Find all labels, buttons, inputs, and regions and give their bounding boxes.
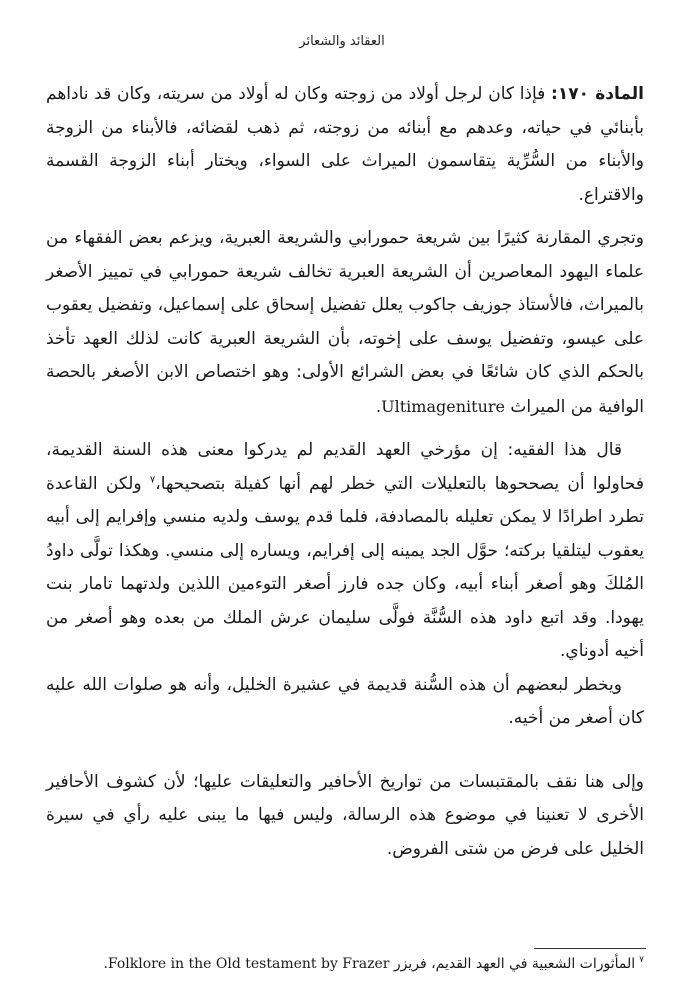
- footnote-latin-text: Folklore in the Old testament by Frazer: [107, 956, 390, 972]
- article-label: المادة ١٧٠:: [551, 84, 644, 104]
- footnote-arabic-text: المأثورات الشعبية في العهد القديم، فريزر: [393, 956, 636, 972]
- footnote-separator: [534, 948, 646, 949]
- body-paragraph: [46, 766, 644, 867]
- paragraph-text: ويخطر لبعضهم أن هذه السُّنة قديمة في عشيرة الخليل، وأنه هو صلوات الله عليه كان أصغر من أخيه.: [46, 674, 644, 728]
- end-punctuation: .: [376, 396, 382, 416]
- page-body: [46, 78, 644, 866]
- body-paragraph: [46, 669, 644, 736]
- latin-term: Ultimageniture: [381, 396, 505, 416]
- paragraph-text: وتجري المقارنة كثيرًا بين شريعة حمورابي والشريعة العبرية، ويزعم بعض الفقهاء من علماء اليهود المعاصرين أن الشريعة العبرية تخالف شريعة حمورابي في تمييز الأصغر بالميراث، فالأستاذ جوزيف جاكوب يعلل تفضيل إسحاق على إسماعيل، وتفضيل يعقوب على عيسو، وتفضيل يوسف على إخوته، بأن الشريعة العبرية كانت لذلك العهد تأخذ بالحكم الذي كان شائعًا في بعض الشرائع الأولى: وهو اختصاص الابن الأصغر بالحصة الوافية من الميراث: [46, 228, 644, 417]
- paragraph-text: وإلى هنا نقف بالمقتبسات من تواريخ الأحافير والتعليقات عليها؛ لأن كشوف الأحافير الأخرى لا تعنينا في موضوع هذه الرسالة، وليس فيها ما يبنى عليه رأي في سيرة الخليل على فرض من شتى الفروض.: [46, 771, 644, 859]
- footnote: [44, 953, 644, 975]
- body-paragraph: [46, 222, 644, 424]
- paragraph-text: قال هذا الفقيه: إن مؤرخي العهد القديم لم يدركوا معنى هذه السنة القديمة، فحاولوا أن يصححوها بالتعليلات التي خطر لهم أنها كفيلة بتصحيحها،: [46, 440, 645, 494]
- article-paragraph: [46, 78, 644, 212]
- footnote-number: ٧: [639, 955, 644, 966]
- running-header: [0, 34, 684, 49]
- footnote-reference[interactable]: ٧: [149, 473, 156, 485]
- article-text: فإذا كان لرجل أولاد من زوجته وكان له أولاد من سريته، وكان قد ناداهم بأبنائي في حياته، وعدهم مع أبنائه من زوجته، ثم ذهب لقضائه، فالأبناء من الزوجة والأبناء من السُّرِّية يتقاسمون الميراث على السواء، ويختار أبناء الزوجة القسمة والاقتراع.: [46, 84, 644, 205]
- body-paragraph: [46, 434, 644, 669]
- footnote-end-punctuation: .: [103, 956, 108, 972]
- paragraph-text-continued: ولكن القاعدة تطرد اطرادًا لا يمكن تعليله بالمصادفة، فلما قدم يوسف ولديه منسي وإفرايم إلى أبيه يعقوب ليتلقيا بركته؛ حوَّل الجد يمينه إلى إفرايم، ويساره إلى منسي. وهكذا تولَّى داودُ المُلكَ وهو أصغر أبناء أبيه، وكان جده فارز أصغر التوءمين اللذين ولدتهما تامار بنت يهودا. وقد اتبع داود هذه السُّنَّة فولَّى سليمان عرش الملك من بعده وهو أصغر من أخيه أدوناي.: [46, 473, 644, 661]
- running-header-title: العقائد والشعائر: [299, 34, 385, 49]
